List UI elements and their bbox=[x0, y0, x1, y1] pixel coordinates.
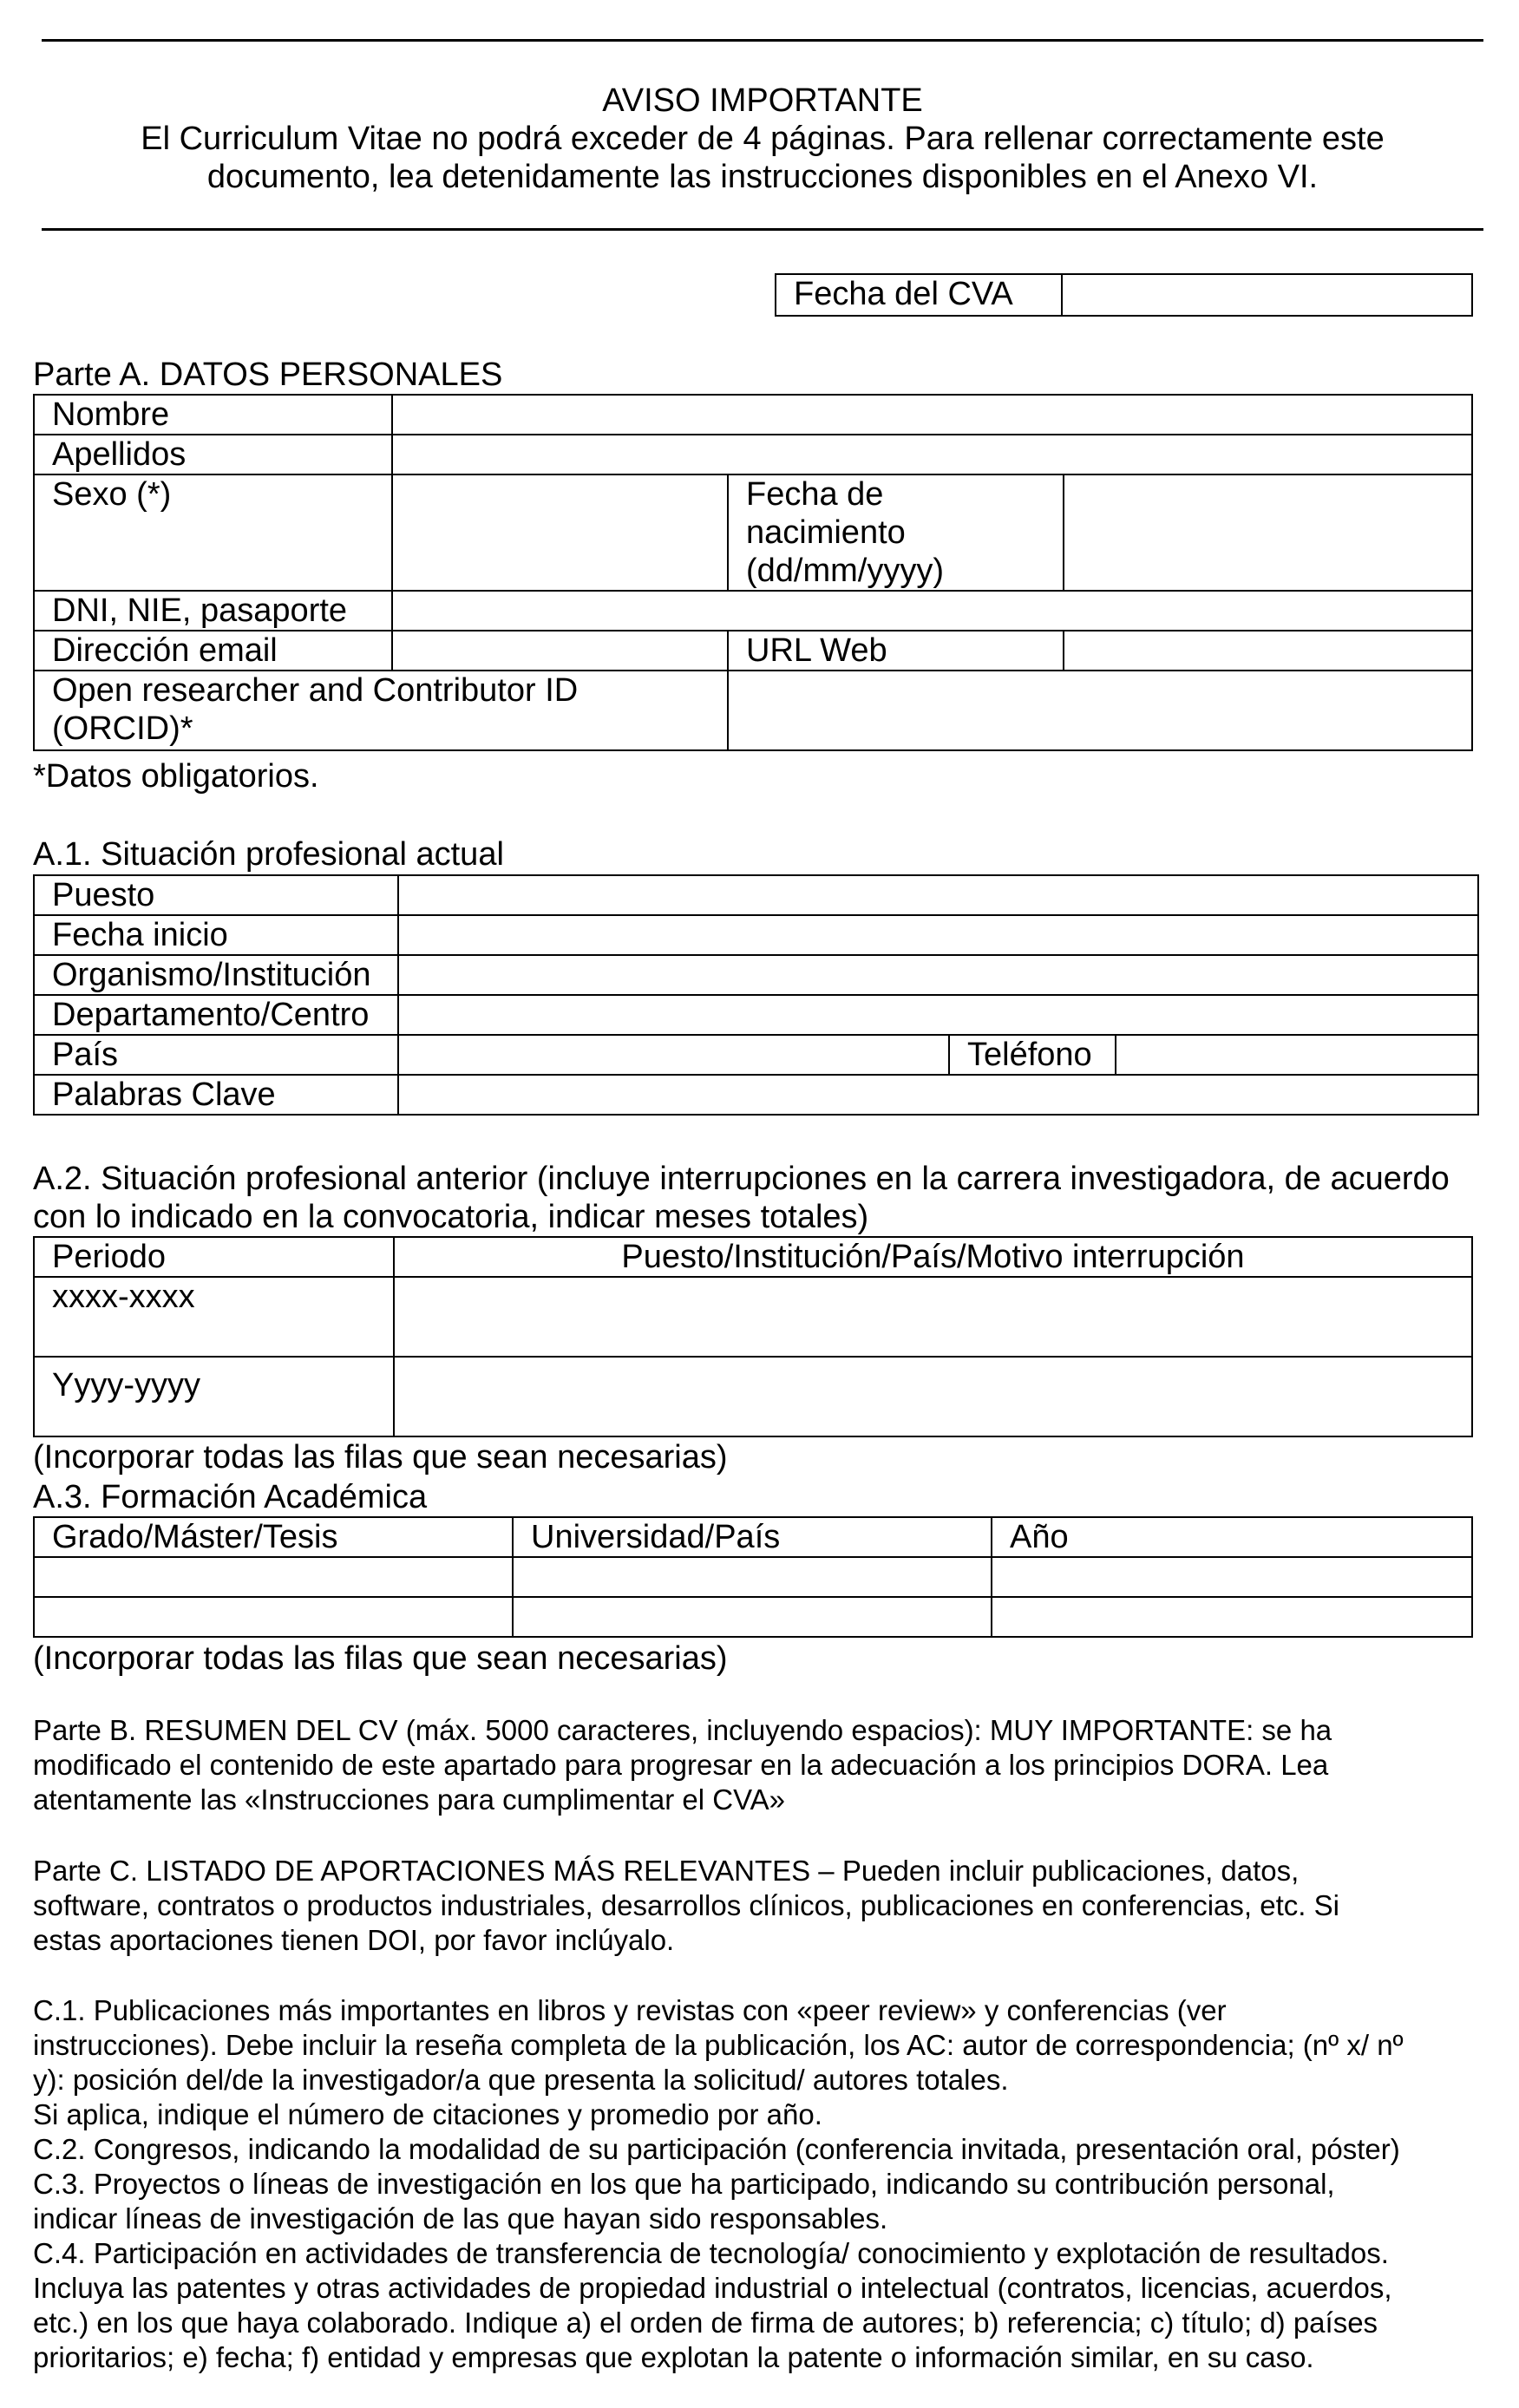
apellidos-field[interactable] bbox=[392, 435, 1472, 474]
col-anio-header: Año bbox=[992, 1517, 1472, 1557]
url-web-field[interactable] bbox=[1064, 631, 1472, 671]
periodo-cell[interactable]: xxxx-xxxx bbox=[34, 1277, 394, 1357]
palabras-clave-field[interactable] bbox=[398, 1075, 1478, 1115]
dni-field[interactable] bbox=[392, 591, 1472, 631]
departamento-label: Departamento/Centro bbox=[34, 995, 398, 1035]
a2-heading-line-2: con lo indicado en la convocatoria, indicar meses totales) bbox=[33, 1199, 869, 1235]
orcid-field[interactable] bbox=[728, 671, 1472, 750]
aviso-line-1: El Curriculum Vitae no podrá exceder de 4 páginas. Para rellenar correctamente este bbox=[141, 121, 1385, 157]
aviso-line-2: documento, lea detenidamente las instrucciones disponibles en el Anexo VI. bbox=[206, 159, 1319, 195]
telefono-field[interactable] bbox=[1116, 1035, 1478, 1075]
url-web-label: URL Web bbox=[728, 631, 1064, 671]
organismo-field[interactable] bbox=[398, 955, 1478, 995]
puesto-cell[interactable] bbox=[394, 1277, 1472, 1357]
periodo-cell[interactable]: Yyyy-yyyy bbox=[34, 1357, 394, 1436]
formacion-academica-table bbox=[33, 1516, 1473, 1638]
orcid-label: Open researcher and Contributor ID (ORCID)* bbox=[34, 671, 728, 750]
sexo-field[interactable] bbox=[392, 474, 728, 591]
universidad-cell[interactable] bbox=[513, 1597, 992, 1637]
puesto-label: Puesto bbox=[34, 875, 398, 915]
universidad-cell[interactable] bbox=[513, 1557, 992, 1597]
fecha-nacimiento-label: Fecha de nacimiento (dd/mm/yyyy) bbox=[728, 474, 1064, 591]
departamento-field[interactable] bbox=[398, 995, 1478, 1035]
a1-heading: A.1. Situación profesional actual bbox=[33, 836, 504, 873]
sexo-label: Sexo (*) bbox=[34, 474, 392, 591]
fecha-cva-label: Fecha del CVA bbox=[776, 274, 1062, 316]
anio-cell[interactable] bbox=[992, 1597, 1472, 1637]
col-grado-header: Grado/Máster/Tesis bbox=[34, 1517, 513, 1557]
aviso-title: AVISO IMPORTANTE bbox=[602, 82, 923, 119]
datos-obligatorios-note: *Datos obligatorios. bbox=[33, 758, 319, 795]
parte-c-paragraph: Parte C. LISTADO DE APORTACIONES MÁS RELEVANTES – Pueden incluir publicaciones, datos, software, contratos o productos industriales, desarrollos clínicos, publicaciones en conferencias, etc. Si estas aportaciones tienen DOI, por favor inclúyalo. bbox=[33, 1855, 1339, 1956]
organismo-label: Organismo/Institución bbox=[34, 955, 398, 995]
email-field[interactable] bbox=[392, 631, 728, 671]
parte-c-items: C.1. Publicaciones más importantes en libros y revistas con «peer review» y conferencias (ver instrucciones). Debe incluir la reseña completa de la publicación, los AC: autor de correspondencia; (nº x/ nº y): posición del/de la investigador/a que presenta la solicitud/ autores totales. Si aplica, indique el número de citaciones y promedio por año. C.2. Congresos, indicando la modalidad de su participación (conferencia invitada, presentación oral, póster) C.3. Proyectos o líneas de investigación en los que ha participado, indicando su contribución personal, indicar líneas de investigación de las que hayan sido responsables. C.4. Participación en actividades de transferencia de tecnología/ conocimiento y explotación de resultados. Incluya las patentes y otras actividades de propiedad industrial o intelectual (contratos, licencias, acuerdos, etc.) en los que haya colaborado. Indique a) el orden de firma de autores; b) referencia; c) título; d) países prioritarios; e) fecha; f) entidad y empresas que explotan la patente o información similar, en su caso. bbox=[33, 1994, 1404, 2373]
apellidos-label: Apellidos bbox=[34, 435, 392, 474]
parte-b-paragraph: Parte B. RESUMEN DEL CV (máx. 5000 caracteres, incluyendo espacios): MUY IMPORTANTE: se ha modificado el contenido de este apartado para progresar en la adecuación a los principios DORA. Lea atentamente las «Instrucciones para cumplimentar el CVA» bbox=[33, 1714, 1332, 1816]
a3-note: (Incorporar todas las filas que sean necesarias) bbox=[33, 1640, 728, 1677]
grado-cell[interactable] bbox=[34, 1597, 513, 1637]
fecha-nacimiento-field[interactable] bbox=[1064, 474, 1472, 591]
email-label: Dirección email bbox=[34, 631, 392, 671]
nombre-label: Nombre bbox=[34, 395, 392, 435]
pais-field[interactable] bbox=[398, 1035, 949, 1075]
datos-personales-table bbox=[33, 394, 1473, 751]
palabras-clave-label: Palabras Clave bbox=[34, 1075, 398, 1115]
puesto-field[interactable] bbox=[398, 875, 1478, 915]
col-universidad-header: Universidad/País bbox=[513, 1517, 992, 1557]
nombre-field[interactable] bbox=[392, 395, 1472, 435]
a3-heading: A.3. Formación Académica bbox=[33, 1479, 428, 1515]
puesto-cell[interactable] bbox=[394, 1357, 1472, 1436]
col-puesto-header: Puesto/Institución/País/Motivo interrupción bbox=[394, 1237, 1472, 1277]
parte-a-heading: Parte A. DATOS PERSONALES bbox=[33, 357, 503, 393]
situacion-actual-table bbox=[33, 874, 1479, 1116]
dni-label: DNI, NIE, pasaporte bbox=[34, 591, 392, 631]
col-periodo-header: Periodo bbox=[34, 1237, 394, 1277]
a2-heading-line-1: A.2. Situación profesional anterior (incluye interrupciones en la carrera investigadora, de acuerdo bbox=[33, 1161, 1450, 1197]
telefono-label: Teléfono bbox=[949, 1035, 1116, 1075]
a2-note: (Incorporar todas las filas que sean necesarias) bbox=[33, 1439, 728, 1476]
grado-cell[interactable] bbox=[34, 1557, 513, 1597]
fecha-cva-table bbox=[775, 273, 1473, 317]
pais-label: País bbox=[34, 1035, 398, 1075]
fecha-cva-field[interactable] bbox=[1062, 274, 1472, 316]
bottom-rule bbox=[42, 228, 1483, 231]
fecha-inicio-label: Fecha inicio bbox=[34, 915, 398, 955]
top-rule bbox=[42, 39, 1483, 42]
fecha-inicio-field[interactable] bbox=[398, 915, 1478, 955]
anio-cell[interactable] bbox=[992, 1557, 1472, 1597]
situacion-anterior-table bbox=[33, 1236, 1473, 1437]
